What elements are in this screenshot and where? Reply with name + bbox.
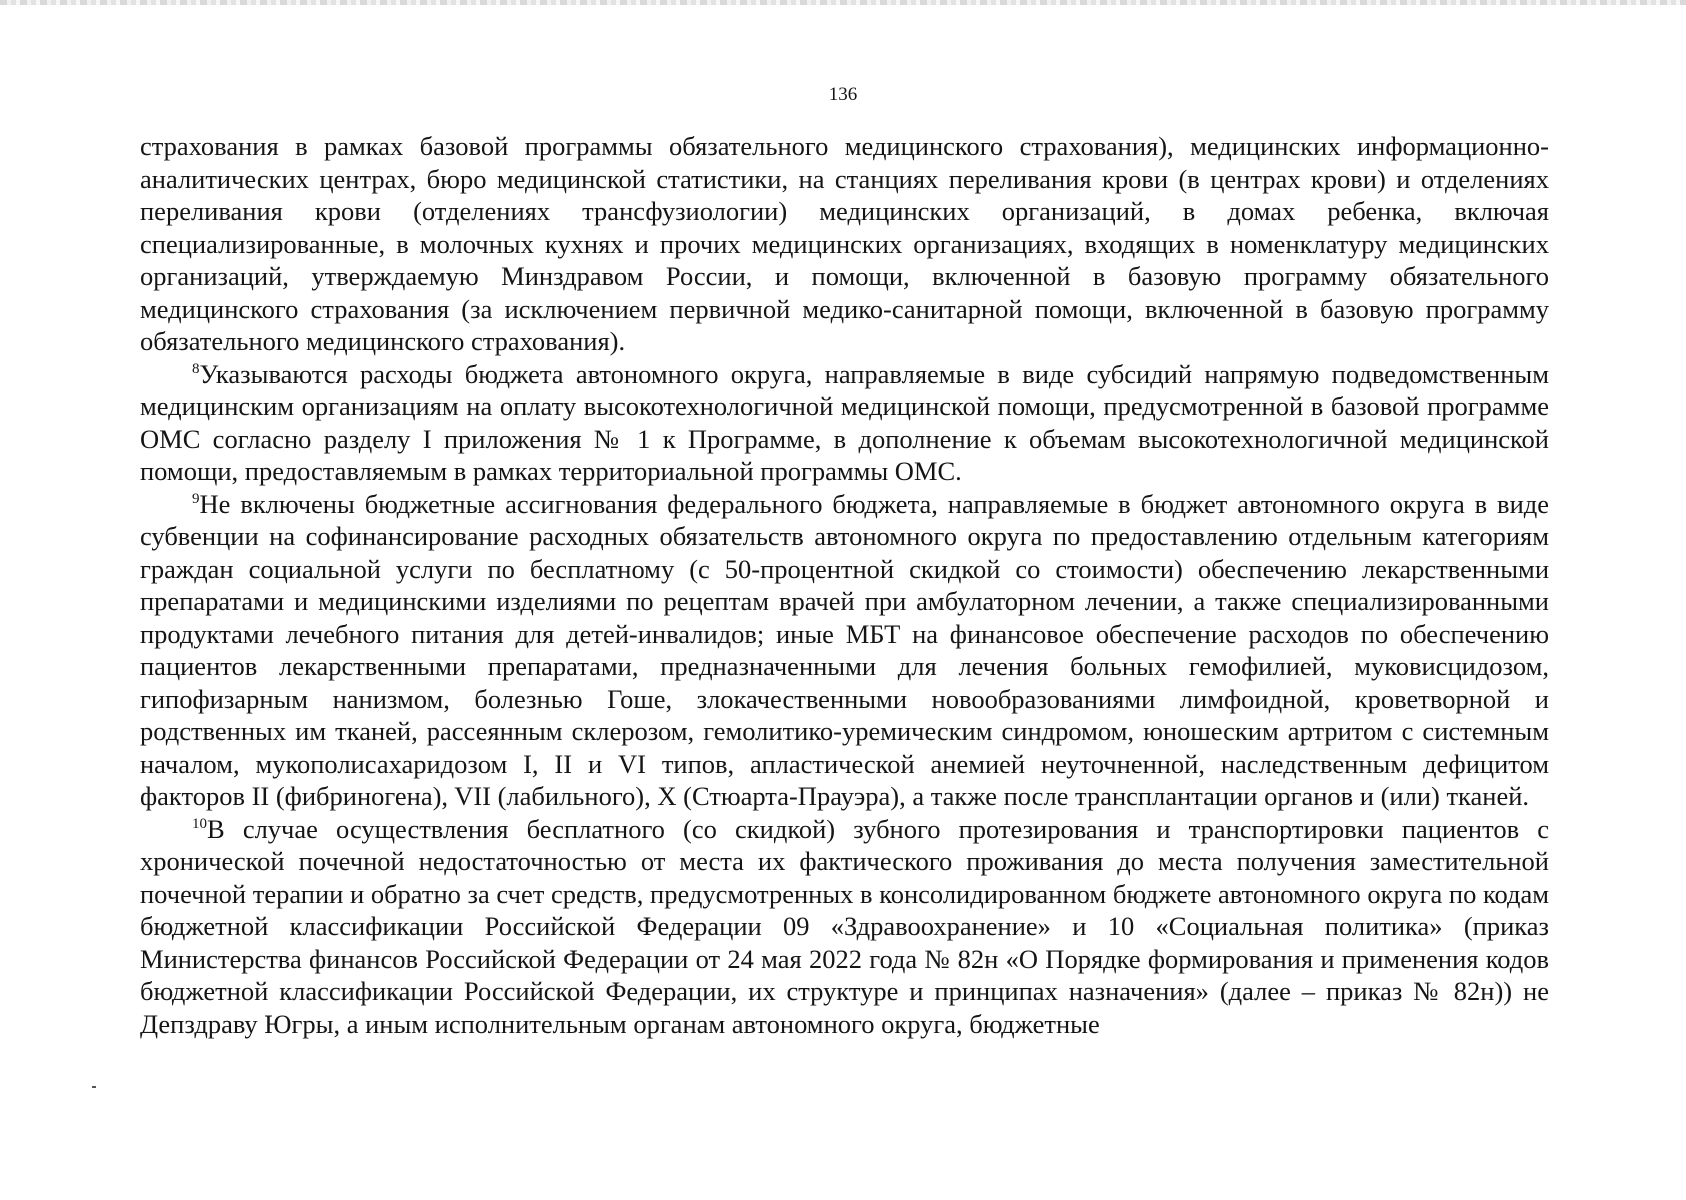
- paragraph-text: Не включены бюджетные ассигнования федерального бюджета, направляемые в бюджет автономного округа в виде субвенции на софинансирование расходных обязательств автономного округа по предоставлению отдельным категориям граждан социальной услуги по бесплатному (с 50-процентной скидкой со стоимости) обеспечению лекарственными препаратами и медицинскими изделиями по рецептам врачей при амбулаторном лечении, а также специализированными продуктами лечебного питания для детей-инвалидов; иные МБТ на финансовое обеспечение расходов по обеспечению пациентов лекарственными препаратами, предназначенными для лечения больных гемофилией, муковисцидозом, гипофизарным нанизмом, болезнью Гоше, злокачественными новообразованиями лимфоидной, кроветворной и родственных им тканей, рассеянным склерозом, гемолитико-уремическим синдромом, юношеским артритом с системным началом, мукополисахаридозом I, II и VI типов, апластической анемией неуточненной, наследственным дефицитом факторов II (фибриногена), VII (лабильного), X (Стюарта-Прауэра), а также после трансплантации органов и (или) тканей.: [140, 488, 1549, 811]
- paragraph-text: В случае осуществления бесплатного (со скидкой) зубного протезирования и транспортировки пациентов с хронической почечной недостаточностью от места их фактического проживания до места получения заместительной почечной терапии и обратно за счет средств, предусмотренных в консолидированном бюджете автономного округа по кодам бюджетной классификации Российской Федерации 09 «Здравоохранение» и 10 «Социальная политика» (приказ Министерства финансов Российской Федерации от 24 мая 2022 года № 82н «О Порядке формирования и применения кодов бюджетной классификации Российской Федерации, их структуре и принципах назначения» (далее – приказ № 82н)) не Депздраву Югры, а иным исполнительным органам автономного округа, бюджетные: [140, 813, 1549, 1039]
- footnote-10: [140, 813, 1549, 1041]
- footnote-marker: 9: [192, 490, 200, 507]
- footnote-marker: 10: [192, 815, 207, 832]
- paragraph-text: страхования в рамках базовой программы обязательного медицинского страхования), медицинских информационно-аналитических центрах, бюро медицинской статистики, на станциях переливания крови (в центрах крови) и отделениях переливания крови (отделениях трансфузиологии) медицинских организаций, в домах ребенка, включая специализированные, в молочных кухнях и прочих медицинских организациях, входящих в номенклатуру медицинских организаций, утверждаемую Минздравом России, и помощи, включенной в базовую программу обязательного медицинского страхования (за исключением первичной медико-санитарной помощи, включенной в базовую программу обязательного медицинского страхования).: [140, 131, 1549, 356]
- scan-edge-artifact: [0, 0, 1686, 5]
- margin-mark: [92, 1086, 96, 1088]
- footnote-marker: 8: [192, 360, 200, 377]
- paragraph-text: Указываются расходы бюджета автономного округа, направляемые в виде субсидий напрямую подведомственным медицинским организациям на оплату высокотехнологичной медицинской помощи, предусмотренной в базовой программе ОМС согласно разделу I приложения № 1 к Программе, в дополнение к объемам высокотехнологичной медицинской помощи, предоставляемым в рамках территориальной программы ОМС.: [140, 358, 1549, 486]
- footnote-9: [140, 488, 1549, 813]
- footnote-8: [140, 358, 1549, 488]
- page-number: 136: [828, 84, 858, 105]
- document-body: [140, 130, 1549, 1040]
- paragraph-continuation: [140, 130, 1549, 358]
